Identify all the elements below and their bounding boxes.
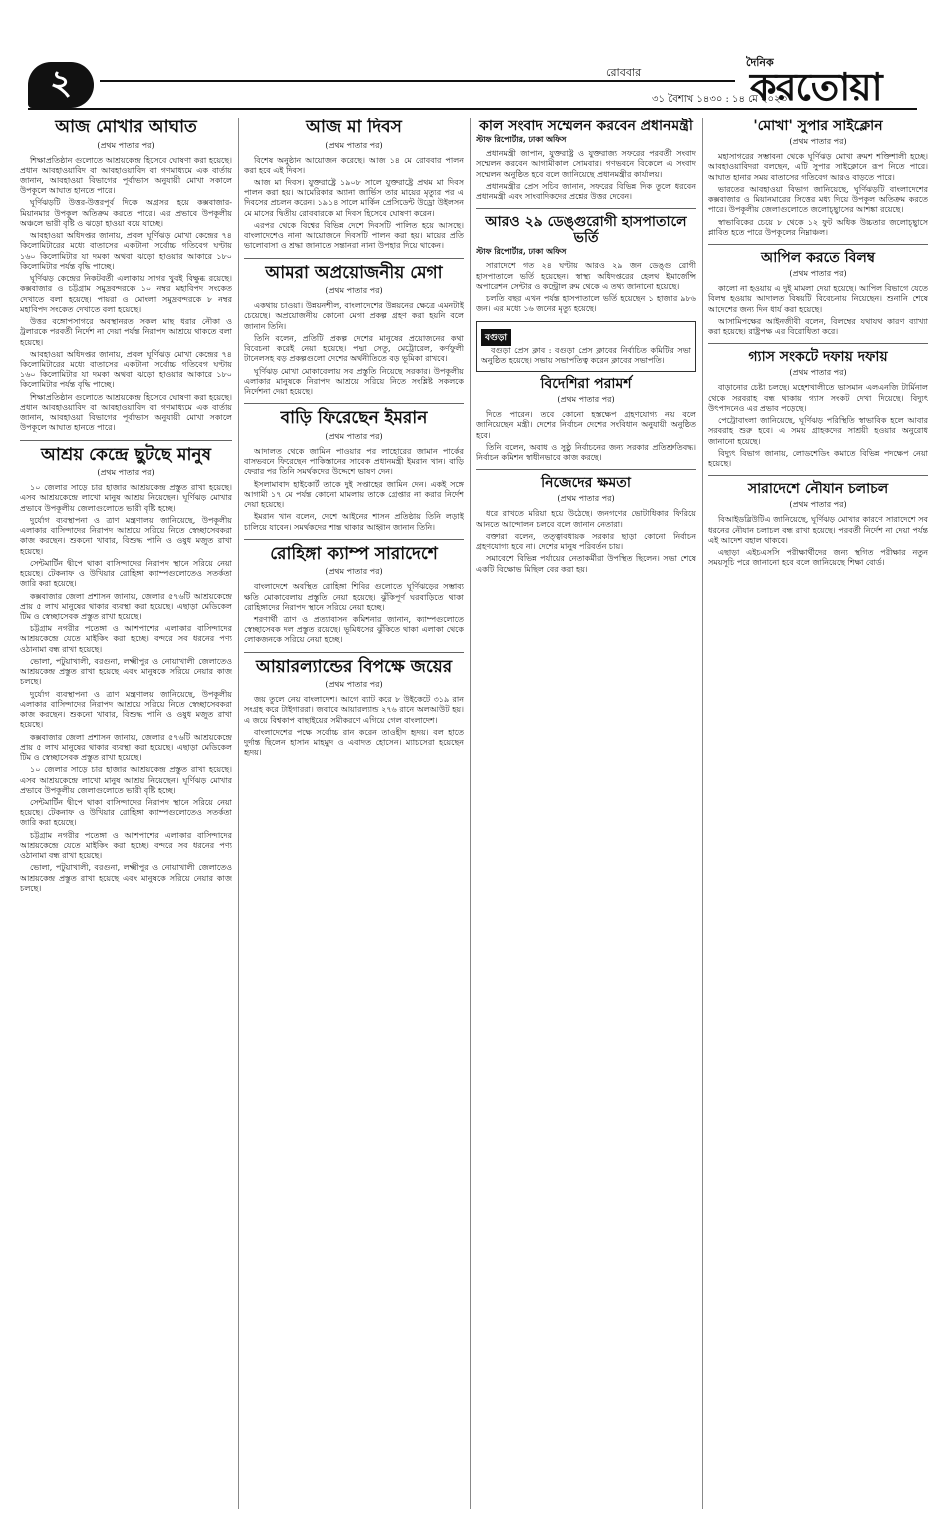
paragraph: এছাড়া এইচএসসি পরীক্ষার্থীদের জন্য স্থগিত পরীক্ষার নতুন সময়সূচি পরে জানানো হবে বলে জানিয়েছে শিক্ষা বোর্ড। bbox=[708, 548, 928, 568]
divider bbox=[708, 343, 928, 344]
article-rohingya bbox=[244, 545, 464, 646]
article-headline[interactable]: 'মোখা' সুপার সাইক্লোন bbox=[753, 118, 883, 134]
article-body bbox=[244, 582, 464, 645]
bogura-brief-box bbox=[476, 321, 696, 372]
article-appeal-delay bbox=[708, 250, 928, 337]
byline: স্টাফ রিপোর্টার, ঢাকা অফিস bbox=[476, 246, 567, 257]
day-label: রোববার bbox=[606, 66, 642, 79]
paragraph: ঘূর্ণিঝড়টি উত্তর-উত্তরপূর্ব দিকে অগ্রসর হয়ে কক্সবাজার-মিয়ানমার উপকূল অতিক্রম করতে পারে। এর প্রভাবে উপকূলীয় অঞ্চলে ভারী বৃষ্টি ও ঝড়ো হাওয়া বয়ে যাচ্ছে। bbox=[20, 198, 232, 228]
paragraph: কক্সবাজার জেলা প্রশাসন জানায়, জেলার ৫৭৬টি আশ্রয়কেন্দ্রে প্রায় ৫ লাখ মানুষের থাকার ব্যবস্থা করা হয়েছে। এছাড়া মেডিকেল টিম ও স্বেচ্ছাসেবক প্রস্তুত রাখা হয়েছে। bbox=[20, 732, 232, 763]
article-headline[interactable]: বিদেশিরা পরামর্শ bbox=[540, 376, 632, 393]
paragraph: উত্তর বঙ্গোপসাগরে অবস্থানরত সকল মাছ ধরার নৌকা ও ট্রলারকে পরবর্তী নির্দেশ না দেয়া পর্যন্ত নিরাপদ আশ্রয়ে থাকতে বলা হয়েছে। bbox=[20, 317, 232, 347]
paragraph: স্বাভাবিকের চেয়ে ৮ থেকে ১২ ফুট অধিক উচ্চতার জলোচ্ছ্বাসে প্লাবিত হতে পারে উপকূলের নিম্নাঞ্চল। bbox=[708, 217, 928, 237]
article-foreign-advice bbox=[476, 376, 696, 463]
article-headline[interactable]: কাল সংবাদ সম্মেলন করবেন প্রধানমন্ত্রী bbox=[479, 118, 693, 134]
paragraph: সেন্টমার্টিন দ্বীপে থাকা বাসিন্দাদের নিরাপদ স্থানে সরিয়ে নেয়া হয়েছে। টেকনাফ ও উখিয়ার রোহিঙ্গা ক্যাম্পগুলোতেও সতর্কতা জারি করা হয়েছে। bbox=[20, 797, 232, 828]
paragraph: ধরে রাখতে মরিয়া হয়ে উঠেছে। জনগণের ভোটাধিকার ফিরিয়ে আনতে আন্দোলন চলবে বলে জানান নেতারা। bbox=[476, 509, 696, 529]
article-headline[interactable]: গ্যাস সংকটে দফায় দফায় bbox=[748, 349, 888, 366]
paragraph: চট্টগ্রাম নগরীর পতেঙ্গা ও আশপাশের এলাকার বাসিন্দাদের আশ্রয়কেন্দ্রে যেতে মাইকিং করা হচ্ছে। বন্দরে সব ধরনের পণ্য ওঠানামা বন্ধ রাখা হয়েছে। bbox=[20, 830, 232, 861]
paragraph: ইসলামাবাদ হাইকোর্ট তাকে দুই সপ্তাহের জামিন দেন। একই সঙ্গে আগামী ১৭ মে পর্যন্ত কোনো মামলায় তাকে গ্রেপ্তার না করার নির্দেশ দেয়া হয়েছে। bbox=[244, 479, 464, 510]
article-pm-press-conference bbox=[476, 118, 696, 202]
paragraph: ভোলা, পটুয়াখালী, বরগুনা, লক্ষ্মীপুর ও নোয়াখালী জেলাতেও আশ্রয়কেন্দ্র প্রস্তুত রাখা হয়েছে এবং মানুষকে সরিয়ে নেয়ার কাজ চলছে। bbox=[20, 863, 232, 893]
article-gas-crisis bbox=[708, 349, 928, 469]
byline: স্টাফ রিপোর্টার, ঢাকা অফিস bbox=[476, 134, 567, 145]
logo-prefix: দৈনিক bbox=[746, 56, 774, 69]
paragraph: দুর্যোগ ব্যবস্থাপনা ও ত্রাণ মন্ত্রণালয় জানিয়েছে, উপকূলীয় এলাকার বাসিন্দাদের নিরাপদ আশ্রয়ে সরিয়ে নিতে স্বেচ্ছাসেবকরা কাজ করছেন। শুকনো খাবার, বিশুদ্ধ পানি ও ওষুধ মজুত রাখা হয়েছে। bbox=[20, 689, 232, 730]
masthead-bottom-rule bbox=[28, 108, 917, 110]
article-imran-home bbox=[244, 409, 464, 532]
paragraph: কক্সবাজার জেলা প্রশাসন জানায়, জেলার ৫৭৬টি আশ্রয়কেন্দ্রে প্রায় ৫ লাখ মানুষের থাকার ব্যবস্থা করা হয়েছে। এছাড়া মেডিকেল টিম ও স্বেচ্ছাসেবক প্রস্তুত রাখা হয়েছে। bbox=[20, 591, 232, 621]
paragraph: আবহাওয়া অধিদপ্তর জানায়, প্রবল ঘূর্ণিঝড় মোখা কেন্দ্রের ৭৪ কিলোমিটারের মধ্যে বাতাসের একটানা সর্বোচ্চ গতিবেগ ঘণ্টায় ১৬০ কিলোমিটার যা দমকা অথবা ঝড়ো হাওয়ার আকারে ১৮০ কিলোমিটার পর্যন্ত বৃদ্ধি পাচ্ছে। bbox=[20, 349, 232, 390]
article-headline[interactable]: আপিল করতে বিলম্ব bbox=[760, 249, 876, 266]
article-mothers-day bbox=[244, 118, 464, 252]
column-divider bbox=[238, 118, 239, 1509]
divider bbox=[476, 208, 696, 209]
date-label: ৩১ বৈশাখ ১৪৩০ : ১৪ মে ২০২৩ bbox=[652, 94, 788, 105]
article-body bbox=[708, 284, 928, 337]
article-body bbox=[244, 156, 464, 252]
paragraph: প্রধানমন্ত্রীর প্রেস সচিব জানান, সফরের বিভিন্ন দিক তুলে ধরবেন প্রধানমন্ত্রী এবং সাংবাদিকদের প্রশ্নের উত্তর দেবেন। bbox=[476, 181, 696, 202]
article-body bbox=[476, 509, 696, 574]
article-headline[interactable]: আমরা অপ্রয়োজনীয় মেগা bbox=[265, 262, 443, 283]
paragraph: বিশেষ অনুষ্ঠান আয়োজন করেছে। আজ ১৪ মে রোববার পালন করা হবে এই দিবস। bbox=[244, 155, 464, 175]
paragraph: ইমরান খান বলেন, দেশে আইনের শাসন প্রতিষ্ঠায় তিনি লড়াই চালিয়ে যাবেন। সমর্থকদের শান্ত থাকার আহ্বান জানান তিনি। bbox=[244, 512, 464, 532]
article-body bbox=[244, 447, 464, 533]
continued-label: (প্রথম পাতার পর) bbox=[97, 140, 155, 150]
article-headline[interactable]: নিজেদের ক্ষমতা bbox=[541, 475, 631, 492]
article-headline[interactable]: আয়ারল্যান্ডের বিপক্ষে জয়ের bbox=[255, 656, 453, 677]
divider bbox=[20, 440, 232, 441]
divider bbox=[476, 469, 696, 470]
article-headline[interactable]: আশ্রয় কেন্দ্রে ছুটছে মানুষ bbox=[41, 444, 211, 465]
paragraph: ১০ জেলার সাড়ে চার হাজার আশ্রয়কেন্দ্র প্রস্তুত রাখা হয়েছে। এসব আশ্রয়কেন্দ্রে লাখো মানুষ আশ্রয় নিয়েছেন। ঘূর্ণিঝড় মোখার প্রভাবে উপকূলীয় জেলাগুলোতে ভারী বৃষ্টি হচ্ছে। bbox=[20, 483, 232, 513]
article-shelter-centers bbox=[20, 446, 232, 894]
paragraph: শিক্ষাপ্রতিষ্ঠান গুলোতে আশ্রয়কেন্দ্র হিসেবে ঘোষণা করা হয়েছে। প্রধান আবহাওয়াবিদ বা আবহাওয়াবিদ বা গণমাধ্যমে এক বার্তায় জানান, আবহাওয়া বিভাগের পূর্বাভাস অনুযায়ী মোখা সকালে উপকূলে আঘাত হানতে পারে। bbox=[20, 155, 232, 196]
article-mega-projects bbox=[244, 264, 464, 398]
continued-label: (প্রথম পাতার পর) bbox=[325, 680, 383, 690]
article-headline[interactable]: আরও ২৯ ডেঙ্গুরোগী হাসপাতালে ভর্তি bbox=[485, 214, 687, 247]
continued-label: (প্রথম পাতার পর) bbox=[325, 431, 383, 441]
paragraph: আসামিপক্ষের আইনজীবী বলেন, বিলম্বের যথাযথ কারণ ব্যাখ্যা করা হয়েছে। রাষ্ট্রপক্ষ এর বিরোধিতা করে। bbox=[708, 316, 928, 336]
continued-label: (প্রথম পাতার পর) bbox=[789, 137, 847, 147]
article-body bbox=[708, 383, 928, 469]
paragraph: জয় তুলে নেয় বাংলাদেশ। আগে ব্যাট করে ৮ উইকেটে ৩১৯ রান সংগ্রহ করে টাইগাররা। জবাবে আয়ারল্যান্ড ২৭৬ রানে অলআউট হয়। এ জয়ে বিশ্বকাপ বাছাইয়ের সমীকরণে এগিয়ে গেল বাংলাদেশ। bbox=[244, 695, 464, 725]
continued-label: (প্রথম পাতার পর) bbox=[97, 468, 155, 478]
article-body bbox=[244, 695, 464, 758]
article-body bbox=[481, 346, 691, 366]
article-body bbox=[20, 156, 232, 434]
article-body bbox=[708, 152, 928, 238]
logo-title: করতোয়া bbox=[750, 65, 882, 109]
paragraph: বাংলাদেশের পক্ষে সর্বোচ্চ রান করেন তাওহীদ হৃদয়। বল হাতে দুর্দান্ত ছিলেন হাসান মাহমুদ ও এবাদত হোসেন। ম্যাচসেরা হয়েছেন হৃদয়। bbox=[244, 727, 464, 758]
article-body bbox=[476, 410, 696, 463]
article-ireland-win bbox=[244, 658, 464, 759]
paragraph: শরণার্থী ত্রাণ ও প্রত্যাবাসন কমিশনার জানান, ক্যাম্পগুলোতে স্বেচ্ছাসেবক দল প্রস্তুত রয়েছে। ভূমিধসের ঝুঁকিতে থাকা এলাকা থেকে লোকজনকে সরিয়ে নেয়া হচ্ছে। bbox=[244, 614, 464, 645]
article-headline[interactable]: সারাদেশে নৌযান চলাচল bbox=[747, 481, 889, 498]
paragraph: এরপর থেকে বিশ্বের বিভিন্ন দেশে দিবসটি পালিত হয়ে আসছে। বাংলাদেশেও নানা আয়োজনে দিবসটি পালন করা হয়। মায়ের প্রতি ভালোবাসা ও শ্রদ্ধা জানাতে সন্তানরা নানা উপহার দিয়ে থাকেন। bbox=[244, 220, 464, 251]
masthead bbox=[0, 0, 945, 108]
paragraph: মহাসাগরের সম্ভাবনা থেকে ঘূর্ণিঝড় মোখা ক্রমশ শক্তিশালী হচ্ছে। আবহাওয়াবিদরা বলছেন, এটি সুপার সাইক্লোনে রূপ নিতে পারে। আঘাত হানার সময় বাতাসের গতিবেগ আরও বাড়তে পারে। bbox=[708, 152, 928, 182]
continued-label: (প্রথম পাতার পর) bbox=[325, 140, 383, 150]
article-mokha-strike bbox=[20, 118, 232, 434]
divider bbox=[708, 475, 928, 476]
article-own-power bbox=[476, 475, 696, 575]
article-headline[interactable]: বাড়ি ফিরেছেন ইমরান bbox=[280, 408, 428, 429]
newspaper-logo bbox=[746, 54, 922, 109]
section-tag: বগুড়া bbox=[481, 329, 511, 346]
paragraph: ১০ জেলার সাড়ে চার হাজার আশ্রয়কেন্দ্র প্রস্তুত রাখা হয়েছে। এসব আশ্রয়কেন্দ্রে লাখো মানুষ আশ্রয় নিয়েছেন। ঘূর্ণিঝড় মোখার প্রভাবে উপকূলীয় জেলাগুলোতে ভারী বৃষ্টি হচ্ছে। bbox=[20, 765, 232, 795]
continued-label: (প্রথম পাতার পর) bbox=[557, 494, 615, 504]
paragraph: বাড়ানোর চেষ্টা চলছে। মহেশখালীতে ভাসমান এলএনজি টার্মিনাল থেকে সরবরাহ বন্ধ থাকায় গ্যাস সংকট দেখা দিয়েছে। বিদ্যুৎ উৎপাদনেও এর প্রভাব পড়েছে। bbox=[708, 383, 928, 413]
divider bbox=[244, 652, 464, 653]
paragraph: শিক্ষাপ্রতিষ্ঠান গুলোতে আশ্রয়কেন্দ্র হিসেবে ঘোষণা করা হয়েছে। প্রধান আবহাওয়াবিদ বা আবহাওয়াবিদ বা গণমাধ্যমে এক বার্তায় জানান, আবহাওয়া বিভাগের পূর্বাভাস অনুযায়ী মোখা সকালে উপকূলে আঘাত হানতে পারে। bbox=[20, 392, 232, 433]
paragraph: আবহাওয়া অধিদপ্তর জানায়, প্রবল ঘূর্ণিঝড় মোখা কেন্দ্রের ৭৪ কিলোমিটারের মধ্যে বাতাসের একটানা সর্বোচ্চ গতিবেগ ঘণ্টায় ১৬০ কিলোমিটার যা দমকা অথবা ঝড়ো হাওয়ার আকারে ১৮০ কিলোমিটার পর্যন্ত বৃদ্ধি পাচ্ছে। bbox=[20, 231, 232, 271]
paragraph: প্রধানমন্ত্রী জাপান, যুক্তরাষ্ট্র ও যুক্তরাজ্য সফরের পরবর্তী সংবাদ সম্মেলন করবেন আগামীকাল সোমবার। গণভবনে বিকেলে এ সংবাদ সম্মেলন অনুষ্ঠিত হবে বলে জানিয়েছে প্রধানমন্ত্রীর কার্যালয়। bbox=[476, 149, 696, 179]
article-body bbox=[476, 149, 696, 202]
continued-label: (প্রথম পাতার পর) bbox=[789, 500, 847, 510]
continued-label: (প্রথম পাতার পর) bbox=[325, 286, 383, 296]
continued-label: (প্রথম পাতার পর) bbox=[789, 368, 847, 378]
article-dengue bbox=[476, 214, 696, 314]
article-vessel-movement bbox=[708, 481, 928, 568]
paragraph: সেন্টমার্টিন দ্বীপে থাকা বাসিন্দাদের নিরাপদ স্থানে সরিয়ে নেয়া হয়েছে। টেকনাফ ও উখিয়ার রোহিঙ্গা ক্যাম্পগুলোতেও সতর্কতা জারি করা হয়েছে। bbox=[20, 558, 232, 589]
column-1 bbox=[20, 118, 232, 1509]
paragraph: ঘূর্ণিঝড় মোখা মোকাবেলায় সব প্রস্তুতি নিয়েছে সরকার। উপকূলীয় এলাকার মানুষকে নিরাপদ আশ্রয়ে সরিয়ে নিতে সংশ্লিষ্ট সকলকে নির্দেশনা দেয়া হয়েছে। bbox=[244, 366, 464, 397]
paragraph: আজ মা দিবস। যুক্তরাষ্ট্রে ১৯০৮ সালে যুক্তরাষ্ট্রে প্রথম মা দিবস পালন করা হয়। আমেরিকার অ্যানা জার্ভিস তার মায়ের মৃত্যুর পর এ দিবসের প্রচলন করেন। ১৯১৪ সালে মার্কিন প্রেসিডেন্ট উড্রো উইলসন মে মাসের দ্বিতীয় রোববারকে মা দিবস হিসেবে ঘোষণা করেন। bbox=[244, 178, 464, 218]
column-3 bbox=[476, 118, 696, 1509]
column-2 bbox=[244, 118, 464, 1509]
article-body bbox=[476, 261, 696, 314]
paragraph: আদালত থেকে জামিন পাওয়ার পর লাহোরের জামান পার্কের বাসভবনে ফিরেছেন পাকিস্তানের সাবেক প্রধানমন্ত্রী ইমরান খান। বাড়ি ফেরার পর তিনি সমর্থকদের উদ্দেশে ভাষণ দেন। bbox=[244, 446, 464, 477]
paragraph: বক্তারা বলেন, তত্ত্বাবধায়ক সরকার ছাড়া কোনো নির্বাচন গ্রহণযোগ্য হবে না। দেশের মানুষ পরিবর্তন চায়। bbox=[476, 531, 696, 552]
paragraph: বিআইডব্লিউটিএ জানিয়েছে, ঘূর্ণিঝড় মোখার কারণে সারাদেশে সব ধরনের নৌযান চলাচল বন্ধ রাখা হয়েছে। পরবর্তী নির্দেশ না দেয়া পর্যন্ত এই আদেশ বহাল থাকবে। bbox=[708, 515, 928, 545]
continued-label: (প্রথম পাতার পর) bbox=[325, 567, 383, 577]
paragraph: বগুড়া প্রেস ক্লাব : বগুড়া প্রেস ক্লাবের নির্বাচিত কমিটির সভা অনুষ্ঠিত হয়েছে। সভায় সভাপতিত্ব করেন ক্লাবের সভাপতি। bbox=[481, 345, 691, 365]
paragraph: ঘূর্ণিঝড় কেন্দ্রের নিকটবর্তী এলাকায় সাগর খুবই বিক্ষুব্ধ রয়েছে। কক্সবাজার ও চট্টগ্রাম সমুদ্রবন্দরকে ১০ নম্বর মহাবিপদ সংকেত দেখাতে বলা হয়েছে। পায়রা ও মোংলা সমুদ্রবন্দরকে ৮ নম্বর মহাবিপদ সংকেত দেখাতে বলা হয়েছে। bbox=[20, 274, 232, 314]
paragraph: সমাবেশে বিভিন্ন পর্যায়ের নেতাকর্মীরা উপস্থিত ছিলেন। সভা শেষে একটি বিক্ষোভ মিছিল বের করা হয়। bbox=[476, 554, 696, 574]
continued-label: (প্রথম পাতার পর) bbox=[789, 269, 847, 279]
continued-label: (প্রথম পাতার পর) bbox=[557, 395, 615, 405]
article-super-cyclone bbox=[708, 118, 928, 238]
article-body bbox=[20, 483, 232, 894]
column-divider bbox=[470, 118, 471, 1509]
column-divider bbox=[702, 118, 703, 1509]
paragraph: সারাদেশে গত ২৪ ঘণ্টায় আরও ২৯ জন ডেঙ্গু রোগী হাসপাতালে ভর্তি হয়েছেন। স্বাস্থ্য অধিদপ্তরের হেলথ ইমার্জেন্সি অপারেশন সেন্টার ও কন্ট্রোল রুম থেকে এ তথ্য জানানো হয়েছে। bbox=[476, 261, 696, 291]
column-4 bbox=[708, 118, 928, 1509]
paragraph: ভারতের আবহাওয়া বিভাগ জানিয়েছে, ঘূর্ণিঝড়টি বাংলাদেশের কক্সবাজার ও মিয়ানমারের সিত্তের মধ্য দিয়ে উপকূল অতিক্রম করতে পারে। উপকূলীয় জেলাগুলোতে জলোচ্ছ্বাসের আশঙ্কা রয়েছে। bbox=[708, 184, 928, 215]
paragraph: পেট্রোবাংলা জানিয়েছে, ঘূর্ণিঝড় পরিস্থিতি স্বাভাবিক হলে আবার সরবরাহ শুরু হবে। এ সময় গ্রাহকদের সাশ্রয়ী হওয়ার অনুরোধ জানানো হয়েছে। bbox=[708, 416, 928, 446]
divider bbox=[244, 258, 464, 259]
divider bbox=[708, 244, 928, 245]
paragraph: কালো না হওয়ায় এ দুই মামলা দেয়া হয়েছে। আপিল বিভাগে যেতে বিলম্ব হওয়ায় আদালত বিষয়টি বিবেচনায় নিয়েছেন। শুনানি শেষে আদেশের জন্য দিন ধার্য করা হয়েছে। bbox=[708, 284, 928, 314]
article-headline[interactable]: রোহিঙ্গা ক্যাম্প সারাদেশে bbox=[270, 543, 438, 564]
article-headline[interactable]: আজ মোখার আঘাত bbox=[55, 118, 197, 137]
paragraph: বাংলাদেশে অবস্থিত রোহিঙ্গা শিবির গুলোতে ঘূর্ণিঝড়ের সম্ভাব্য ক্ষতি মোকাবেলায় প্রস্তুতি নেয়া হয়েছে। ঝুঁকিপূর্ণ ঘরবাড়িতে থাকা রোহিঙ্গাদের নিরাপদ স্থানে সরিয়ে নেয়া হচ্ছে। bbox=[244, 582, 464, 612]
paragraph: দুর্যোগ ব্যবস্থাপনা ও ত্রাণ মন্ত্রণালয় জানিয়েছে, উপকূলীয় এলাকার বাসিন্দাদের নিরাপদ আশ্রয়ে সরিয়ে নিতে স্বেচ্ছাসেবকরা কাজ করছেন। শুকনো খাবার, বিশুদ্ধ পানি ও ওষুধ মজুত রাখা হয়েছে। bbox=[20, 515, 232, 556]
paragraph: চলতি বছর এখন পর্যন্ত হাসপাতালে ভর্তি হয়েছেন ১ হাজার ৯৮৬ জন। এর মধ্যে ১৬ জনের মৃত্যু হয়েছে। bbox=[476, 294, 696, 314]
paragraph: একথায় চাওয়া। উন্নয়নশীল, বাংলাদেশের উন্নয়নের ক্ষেত্রে এমনটাই চেয়েছে। অপ্রয়োজনীয় কোনো মেগা প্রকল্প গ্রহণ করা হয়নি বলে জানান তিনি। bbox=[244, 301, 464, 331]
paragraph: দিতে পারেন। তবে কোনো হস্তক্ষেপ গ্রহণযোগ্য নয় বলে জানিয়েছেন মন্ত্রী। দেশের নির্বাচন দেশের সংবিধান অনুযায়ী অনুষ্ঠিত হবে। bbox=[476, 410, 696, 440]
paragraph: বিদ্যুৎ বিভাগ জানায়, লোডশেডিং কমাতে বিভিন্ন পদক্ষেপ নেয়া হয়েছে। bbox=[708, 448, 928, 468]
paragraph: তিনি বলেন, প্রতিটি প্রকল্প দেশের মানুষের প্রয়োজনের কথা বিবেচনা করেই নেয়া হয়েছে। পদ্মা সেতু, মেট্রোরেল, কর্ণফুলী টানেলসহ বড় প্রকল্পগুলো দেশের অর্থনীতিতে বড় ভূমিকা রাখবে। bbox=[244, 333, 464, 364]
article-body bbox=[244, 301, 464, 397]
divider bbox=[244, 403, 464, 404]
paragraph: চট্টগ্রাম নগরীর পতেঙ্গা ও আশপাশের এলাকার বাসিন্দাদের আশ্রয়কেন্দ্রে যেতে মাইকিং করা হচ্ছে। বন্দরে সব ধরনের পণ্য ওঠানামা বন্ধ রাখা হয়েছে। bbox=[20, 624, 232, 654]
divider bbox=[244, 539, 464, 540]
article-body bbox=[708, 515, 928, 568]
paragraph: তিনি বলেন, অবাধ ও সুষ্ঠু নির্বাচনের জন্য সরকার প্রতিশ্রুতিবদ্ধ। নির্বাচন কমিশন স্বাধীনভাবে কাজ করছে। bbox=[476, 442, 696, 463]
page-number-badge: ২ bbox=[28, 62, 94, 108]
paragraph: ভোলা, পটুয়াখালী, বরগুনা, লক্ষ্মীপুর ও নোয়াখালী জেলাতেও আশ্রয়কেন্দ্র প্রস্তুত রাখা হয়েছে এবং মানুষকে সরিয়ে নেয়ার কাজ চলছে। bbox=[20, 656, 232, 687]
article-headline[interactable]: আজ মা দিবস bbox=[306, 118, 402, 137]
